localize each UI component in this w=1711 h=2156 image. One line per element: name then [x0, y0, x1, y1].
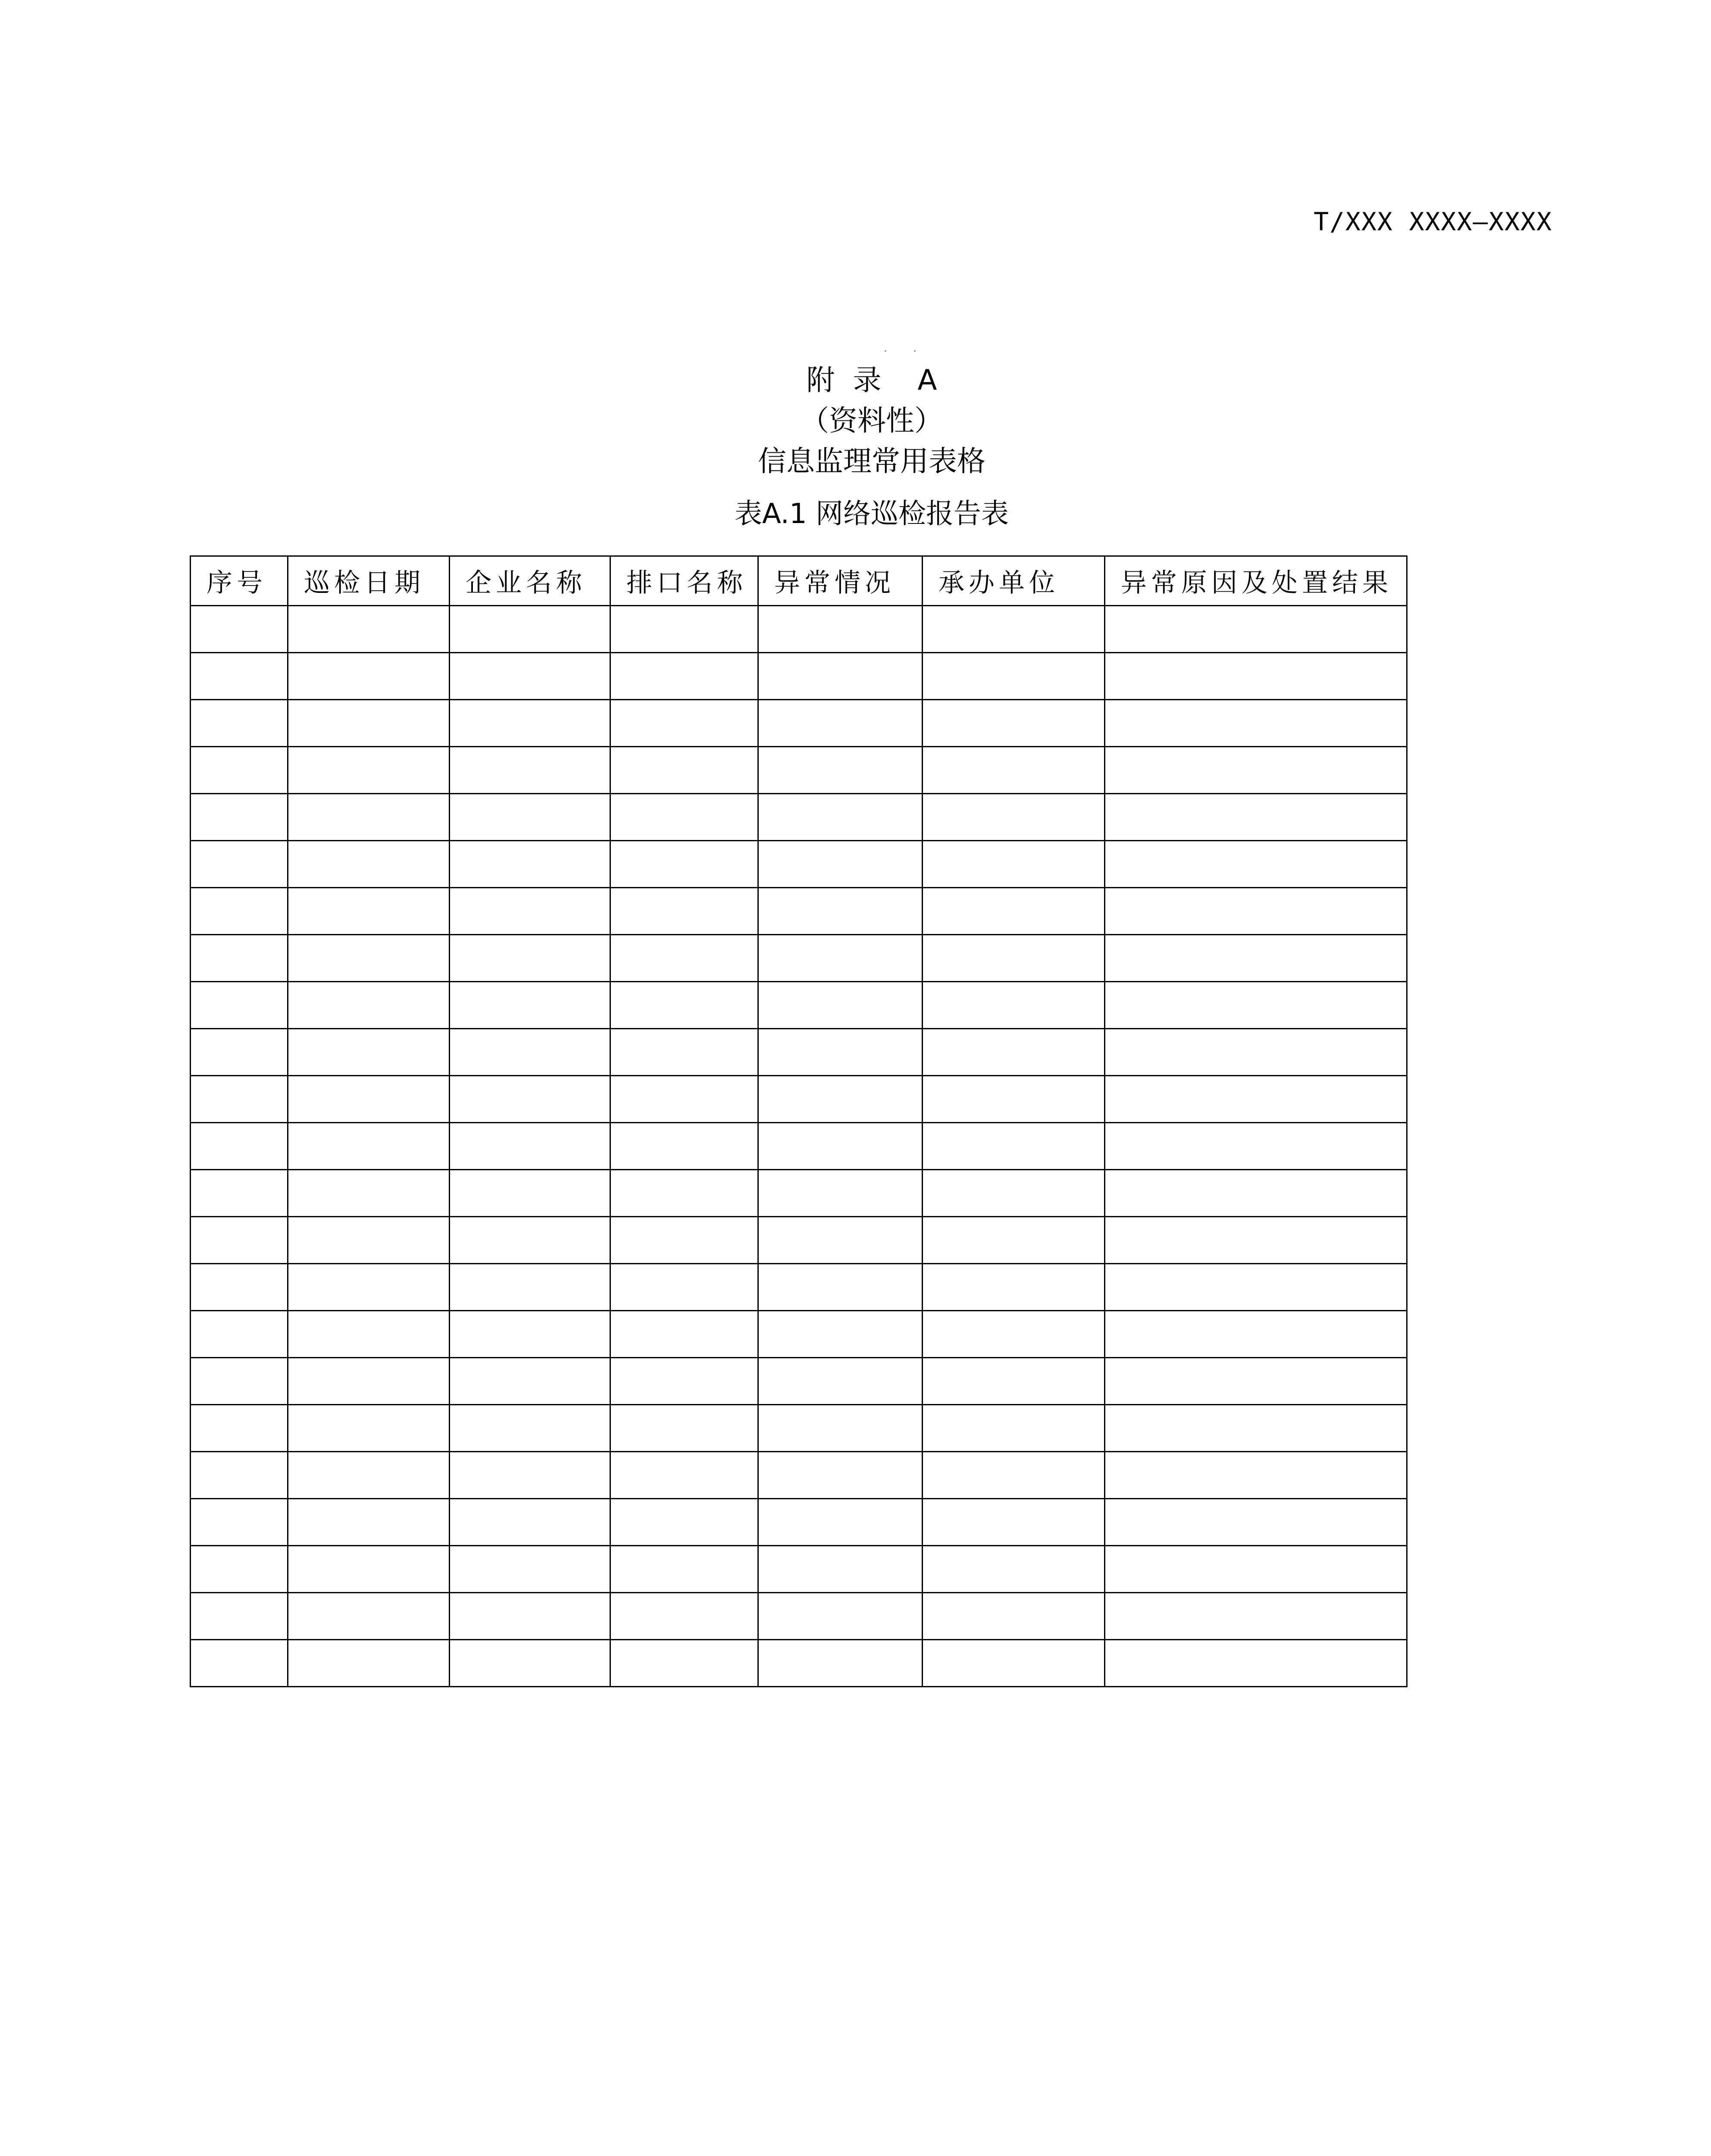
table-cell: [610, 841, 758, 888]
table-cell: [1105, 1029, 1407, 1076]
table-cell: [450, 1452, 610, 1499]
table-row: [191, 935, 1407, 982]
table-cell: [191, 1546, 288, 1593]
table-cell: [191, 1593, 288, 1640]
table-cell: [191, 1405, 288, 1452]
patrol-report-table: [190, 555, 1408, 1687]
table-row: [191, 888, 1407, 935]
table-cell: [610, 935, 758, 982]
table-cell: [923, 1546, 1105, 1593]
table-cell: [288, 1217, 450, 1264]
table-cell: [450, 747, 610, 794]
table-row: [191, 1546, 1407, 1593]
table-row: [191, 1452, 1407, 1499]
table-cell: [1105, 935, 1407, 982]
table-cell: [610, 1076, 758, 1123]
table-cell: [288, 935, 450, 982]
table-caption: 表A.1 网络巡检报告表: [734, 498, 1009, 530]
table-header-row: [191, 556, 1407, 606]
table-cell: [450, 1264, 610, 1311]
table-row: [191, 841, 1407, 888]
table-cell: [923, 1123, 1105, 1170]
table-cell: [610, 1029, 758, 1076]
table-cell: [610, 606, 758, 653]
table-cell: [288, 841, 450, 888]
table-cell: [191, 1358, 288, 1405]
table-cell: [1105, 1264, 1407, 1311]
table-cell: [1105, 1076, 1407, 1123]
table-row: [191, 982, 1407, 1029]
table-cell: [923, 1076, 1105, 1123]
table-cell: [1105, 888, 1407, 935]
table-row: [191, 1264, 1407, 1311]
table-cell: [191, 1123, 288, 1170]
table-row: [191, 1123, 1407, 1170]
table-cell: [191, 1264, 288, 1311]
table-cell: [758, 982, 923, 1029]
table-cell: [1105, 606, 1407, 653]
table-row: [191, 1405, 1407, 1452]
table-row: [191, 1593, 1407, 1640]
table-cell: [288, 653, 450, 700]
table-row: [191, 1640, 1407, 1687]
table-cell: [923, 606, 1105, 653]
table-cell: [923, 1311, 1105, 1358]
table-cell: [1105, 1499, 1407, 1546]
table-cell: [450, 1076, 610, 1123]
column-header-company-name: 企业名称: [450, 556, 610, 606]
table-row: [191, 1170, 1407, 1217]
scan-artifact: [914, 350, 916, 352]
table-cell: [923, 1405, 1105, 1452]
table-cell: [1105, 794, 1407, 841]
table-cell: [758, 1452, 923, 1499]
table-cell: [610, 1546, 758, 1593]
table-cell: [923, 700, 1105, 747]
table-cell: [758, 1546, 923, 1593]
table-cell: [191, 841, 288, 888]
table-cell: [1105, 982, 1407, 1029]
table-cell: [288, 1311, 450, 1358]
table-cell: [191, 982, 288, 1029]
table-cell: [288, 1593, 450, 1640]
table-cell: [758, 888, 923, 935]
table-cell: [923, 1499, 1105, 1546]
table-row: [191, 747, 1407, 794]
table-cell: [923, 935, 1105, 982]
table-cell: [758, 794, 923, 841]
table-cell: [450, 653, 610, 700]
table-cell: [191, 653, 288, 700]
table-cell: [1105, 653, 1407, 700]
table-cell: [610, 1405, 758, 1452]
table-cell: [758, 1499, 923, 1546]
table-cell: [758, 841, 923, 888]
table-cell: [191, 1452, 288, 1499]
table-row: [191, 700, 1407, 747]
table-cell: [610, 1452, 758, 1499]
table-cell: [288, 1123, 450, 1170]
table-cell: [923, 1264, 1105, 1311]
table-cell: [610, 1123, 758, 1170]
table-cell: [191, 935, 288, 982]
table-cell: [758, 1311, 923, 1358]
column-header-outlet-name: 排口名称: [610, 556, 758, 606]
appendix-title: 附 录 A: [806, 364, 937, 397]
table-cell: [450, 982, 610, 1029]
table-cell: [191, 1640, 288, 1687]
table-cell: [1105, 747, 1407, 794]
table-cell: [288, 1358, 450, 1405]
table-cell: [450, 794, 610, 841]
table-cell: [758, 1217, 923, 1264]
table-cell: [450, 1170, 610, 1217]
document-code: T/XXX XXXX—XXXX: [1314, 207, 1552, 236]
table-row: [191, 653, 1407, 700]
table-cell: [610, 1358, 758, 1405]
table-cell: [610, 1499, 758, 1546]
appendix-nature: （资料性）: [801, 404, 943, 437]
table-row: [191, 794, 1407, 841]
table-cell: [450, 1546, 610, 1593]
table-cell: [758, 935, 923, 982]
table-cell: [288, 888, 450, 935]
table-cell: [1105, 1311, 1407, 1358]
table-cell: [610, 1593, 758, 1640]
table-cell: [288, 982, 450, 1029]
table-cell: [1105, 1640, 1407, 1687]
table-cell: [191, 747, 288, 794]
table-cell: [923, 982, 1105, 1029]
table-cell: [1105, 1170, 1407, 1217]
appendix-subtitle: 信息监理常用表格: [758, 445, 985, 478]
table-cell: [923, 747, 1105, 794]
table-cell: [450, 935, 610, 982]
table-cell: [288, 1029, 450, 1076]
table-cell: [610, 794, 758, 841]
table-cell: [450, 1029, 610, 1076]
table-cell: [191, 888, 288, 935]
table-cell: [288, 1452, 450, 1499]
table-cell: [288, 747, 450, 794]
table-cell: [1105, 1452, 1407, 1499]
table-row: [191, 1217, 1407, 1264]
table-cell: [450, 1123, 610, 1170]
table-cell: [923, 888, 1105, 935]
table-cell: [923, 794, 1105, 841]
table-cell: [758, 1640, 923, 1687]
table-cell: [450, 888, 610, 935]
table-cell: [288, 1076, 450, 1123]
table-cell: [610, 1640, 758, 1687]
table-cell: [191, 1217, 288, 1264]
table-cell: [923, 841, 1105, 888]
table-row: [191, 1076, 1407, 1123]
table-cell: [288, 1264, 450, 1311]
table-cell: [191, 1076, 288, 1123]
table-cell: [288, 794, 450, 841]
table-cell: [758, 747, 923, 794]
table-cell: [758, 1593, 923, 1640]
table-cell: [923, 1640, 1105, 1687]
appendix-heading: [0, 360, 1711, 482]
table-cell: [758, 1123, 923, 1170]
table-cell: [1105, 1593, 1407, 1640]
table-cell: [758, 1076, 923, 1123]
table-row: [191, 1311, 1407, 1358]
table-cell: [610, 982, 758, 1029]
table-cell: [610, 700, 758, 747]
table-cell: [923, 1029, 1105, 1076]
table-cell: [450, 1640, 610, 1687]
table-cell: [610, 1264, 758, 1311]
table-cell: [758, 1029, 923, 1076]
column-header-handling-unit: 承办单位: [923, 556, 1105, 606]
table-cell: [1105, 1217, 1407, 1264]
table-cell: [610, 1170, 758, 1217]
table-cell: [450, 700, 610, 747]
table-cell: [288, 700, 450, 747]
table-cell: [191, 606, 288, 653]
table-cell: [610, 1217, 758, 1264]
table-cell: [758, 1264, 923, 1311]
table-cell: [450, 606, 610, 653]
table-cell: [610, 1311, 758, 1358]
table-cell: [288, 606, 450, 653]
table-cell: [450, 1217, 610, 1264]
table-cell: [923, 1452, 1105, 1499]
table-cell: [1105, 841, 1407, 888]
table-cell: [450, 1593, 610, 1640]
column-header-cause-and-result: 异常原因及处置结果: [1105, 556, 1407, 606]
table-cell: [450, 1311, 610, 1358]
table-cell: [610, 888, 758, 935]
table-cell: [191, 700, 288, 747]
table-cell: [1105, 1546, 1407, 1593]
table-cell: [1105, 1405, 1407, 1452]
table-cell: [288, 1405, 450, 1452]
table-cell: [1105, 700, 1407, 747]
column-header-anomaly: 异常情况: [758, 556, 923, 606]
table-cell: [923, 1593, 1105, 1640]
table-body: [191, 606, 1407, 1687]
table-cell: [191, 1311, 288, 1358]
table-cell: [191, 794, 288, 841]
table-cell: [758, 1358, 923, 1405]
table-row: [191, 1499, 1407, 1546]
table-cell: [288, 1499, 450, 1546]
table-row: [191, 1358, 1407, 1405]
column-header-serial-no: 序号: [191, 556, 288, 606]
table-row: [191, 606, 1407, 653]
table-cell: [450, 841, 610, 888]
table-cell: [450, 1499, 610, 1546]
table-cell: [450, 1405, 610, 1452]
column-header-patrol-date: 巡检日期: [288, 556, 450, 606]
table-cell: [288, 1170, 450, 1217]
table-cell: [923, 1358, 1105, 1405]
table-cell: [923, 1217, 1105, 1264]
table-cell: [610, 653, 758, 700]
table-cell: [758, 1170, 923, 1217]
table-cell: [758, 653, 923, 700]
table-cell: [191, 1029, 288, 1076]
table-cell: [191, 1499, 288, 1546]
table-cell: [923, 653, 1105, 700]
table-cell: [923, 1170, 1105, 1217]
table-cell: [610, 747, 758, 794]
table-cell: [758, 1405, 923, 1452]
table-cell: [1105, 1123, 1407, 1170]
table-cell: [191, 1170, 288, 1217]
table-cell: [450, 1358, 610, 1405]
table-cell: [288, 1640, 450, 1687]
table-cell: [1105, 1358, 1407, 1405]
scan-artifact: [885, 350, 886, 352]
table-cell: [758, 606, 923, 653]
table-cell: [288, 1546, 450, 1593]
table-cell: [758, 700, 923, 747]
table-row: [191, 1029, 1407, 1076]
